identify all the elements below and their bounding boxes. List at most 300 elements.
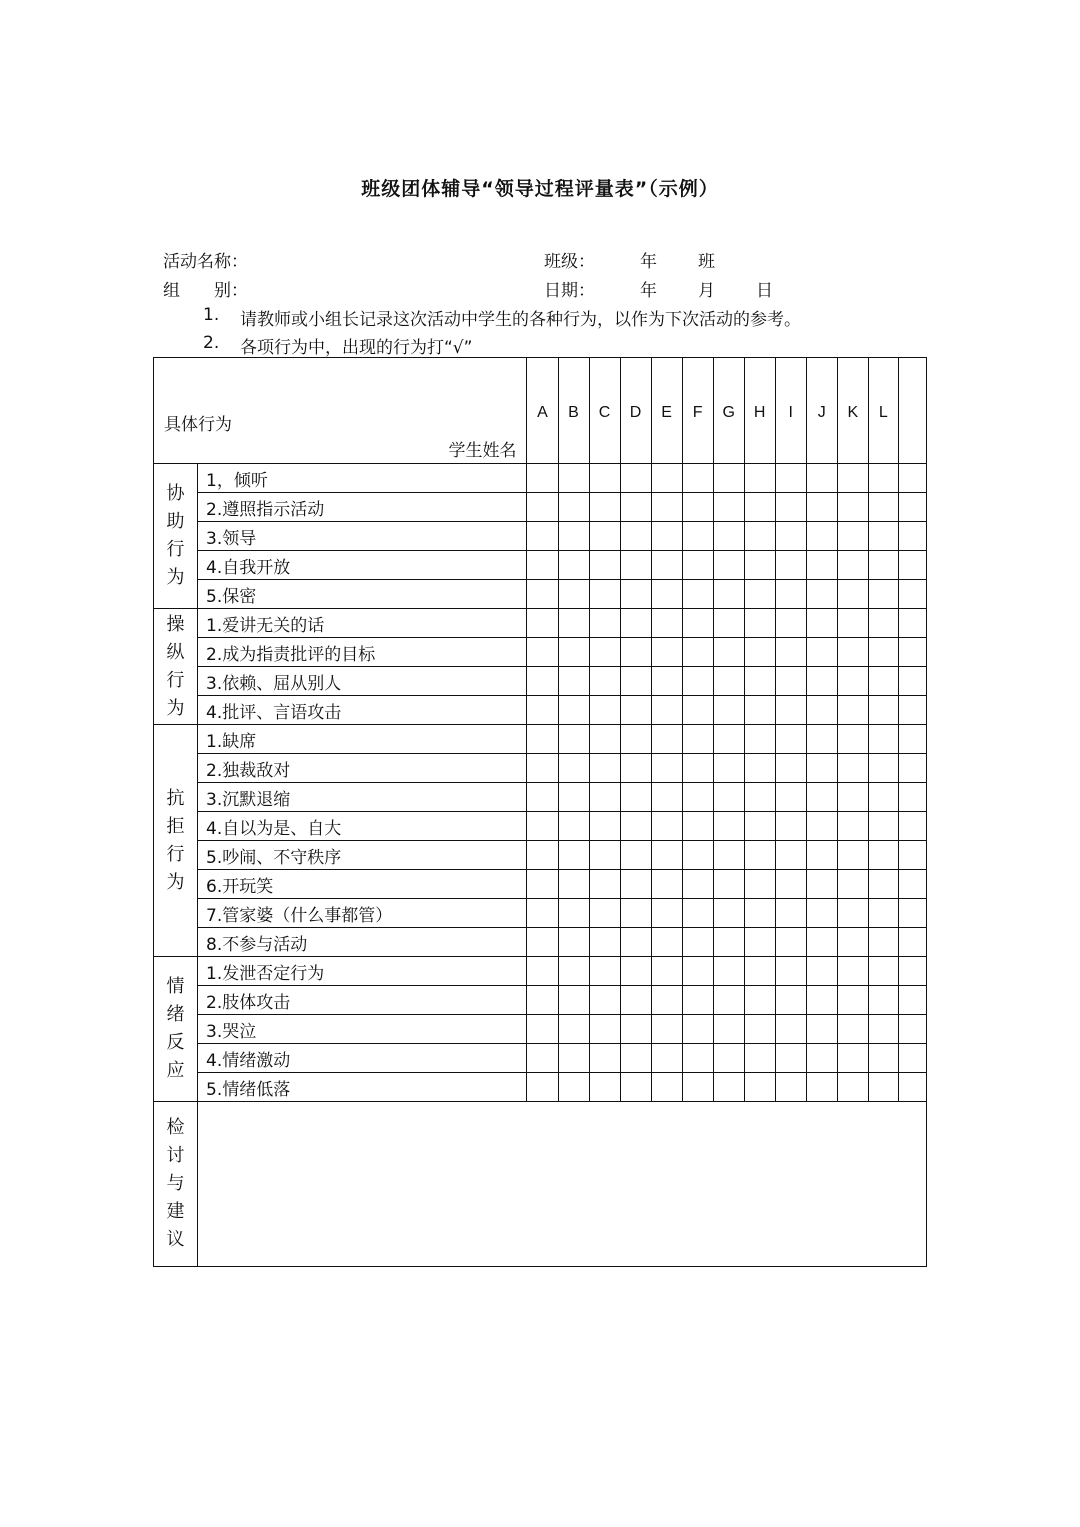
review-input-area[interactable]: [198, 1102, 927, 1267]
check-cell[interactable]: [868, 928, 898, 957]
check-cell[interactable]: [682, 1015, 713, 1044]
check-cell[interactable]: [868, 957, 898, 986]
check-cell[interactable]: [589, 928, 620, 957]
check-cell[interactable]: [620, 551, 651, 580]
check-cell[interactable]: [589, 725, 620, 754]
check-cell[interactable]: [868, 580, 898, 609]
check-cell[interactable]: [744, 754, 775, 783]
check-cell[interactable]: [806, 899, 837, 928]
check-cell[interactable]: [744, 1044, 775, 1073]
check-cell[interactable]: [589, 1015, 620, 1044]
check-cell[interactable]: [682, 870, 713, 899]
check-cell[interactable]: [527, 725, 558, 754]
check-cell[interactable]: [744, 870, 775, 899]
check-cell[interactable]: [651, 667, 682, 696]
student-column-header: L: [868, 358, 898, 464]
check-cell[interactable]: [651, 1044, 682, 1073]
check-cell[interactable]: [527, 986, 558, 1015]
check-cell[interactable]: [713, 841, 744, 870]
check-cell[interactable]: [527, 812, 558, 841]
check-cell[interactable]: [868, 493, 898, 522]
check-cell[interactable]: [651, 899, 682, 928]
check-cell[interactable]: [806, 493, 837, 522]
check-cell[interactable]: [898, 754, 926, 783]
check-cell[interactable]: [775, 580, 806, 609]
check-cell[interactable]: [837, 1015, 868, 1044]
check-cell[interactable]: [713, 754, 744, 783]
check-cell[interactable]: [806, 580, 837, 609]
check-cell[interactable]: [651, 783, 682, 812]
check-cell[interactable]: [744, 638, 775, 667]
check-cell[interactable]: [620, 580, 651, 609]
check-cell[interactable]: [682, 609, 713, 638]
check-cell[interactable]: [589, 1044, 620, 1073]
check-cell[interactable]: [775, 609, 806, 638]
check-cell[interactable]: [806, 551, 837, 580]
check-cell[interactable]: [558, 493, 589, 522]
check-cell[interactable]: [558, 551, 589, 580]
behavior-row: [154, 754, 927, 783]
check-cell[interactable]: [713, 1015, 744, 1044]
check-cell[interactable]: [620, 667, 651, 696]
check-cell[interactable]: [744, 551, 775, 580]
check-cell[interactable]: [589, 754, 620, 783]
check-cell[interactable]: [527, 551, 558, 580]
check-cell[interactable]: [558, 957, 589, 986]
check-cell[interactable]: [898, 1073, 926, 1102]
check-cell[interactable]: [898, 928, 926, 957]
behavior-row: [154, 812, 927, 841]
check-cell[interactable]: [744, 493, 775, 522]
check-cell[interactable]: [775, 986, 806, 1015]
check-cell[interactable]: [837, 841, 868, 870]
check-cell[interactable]: [589, 812, 620, 841]
check-cell[interactable]: [558, 754, 589, 783]
behavior-label: 7.管家婆（什么事都管）: [198, 899, 527, 928]
check-cell[interactable]: [713, 638, 744, 667]
check-cell[interactable]: [620, 841, 651, 870]
check-cell[interactable]: [898, 551, 926, 580]
check-cell[interactable]: [558, 841, 589, 870]
check-cell[interactable]: [558, 1015, 589, 1044]
check-cell[interactable]: [527, 899, 558, 928]
check-cell[interactable]: [775, 1044, 806, 1073]
check-cell[interactable]: [806, 841, 837, 870]
check-cell[interactable]: [589, 551, 620, 580]
check-cell[interactable]: [898, 638, 926, 667]
check-cell[interactable]: [744, 957, 775, 986]
check-cell[interactable]: [868, 522, 898, 551]
check-cell[interactable]: [651, 464, 682, 493]
check-cell[interactable]: [651, 725, 682, 754]
check-cell[interactable]: [651, 812, 682, 841]
check-cell[interactable]: [527, 609, 558, 638]
check-cell[interactable]: [806, 638, 837, 667]
check-cell[interactable]: [806, 1044, 837, 1073]
check-cell[interactable]: [682, 696, 713, 725]
check-cell[interactable]: [682, 754, 713, 783]
check-cell[interactable]: [527, 1073, 558, 1102]
check-cell[interactable]: [527, 783, 558, 812]
check-cell[interactable]: [651, 928, 682, 957]
check-cell[interactable]: [620, 1015, 651, 1044]
check-cell[interactable]: [713, 928, 744, 957]
behavior-row: [154, 667, 927, 696]
check-cell[interactable]: [837, 667, 868, 696]
check-cell[interactable]: [775, 812, 806, 841]
check-cell[interactable]: [682, 464, 713, 493]
behavior-row: [154, 899, 927, 928]
check-cell[interactable]: [806, 928, 837, 957]
check-cell[interactable]: [837, 725, 868, 754]
check-cell[interactable]: [898, 725, 926, 754]
check-cell[interactable]: [868, 812, 898, 841]
check-cell[interactable]: [744, 609, 775, 638]
check-cell[interactable]: [620, 899, 651, 928]
check-cell[interactable]: [744, 725, 775, 754]
check-cell[interactable]: [898, 899, 926, 928]
check-cell[interactable]: [558, 638, 589, 667]
check-cell[interactable]: [620, 609, 651, 638]
check-cell[interactable]: [558, 899, 589, 928]
check-cell[interactable]: [898, 986, 926, 1015]
check-cell[interactable]: [527, 928, 558, 957]
check-cell[interactable]: [744, 667, 775, 696]
student-column-header: E: [651, 358, 682, 464]
check-cell[interactable]: [558, 725, 589, 754]
check-cell[interactable]: [868, 1044, 898, 1073]
check-cell[interactable]: [620, 783, 651, 812]
check-cell[interactable]: [713, 957, 744, 986]
check-cell[interactable]: [837, 580, 868, 609]
check-cell[interactable]: [868, 841, 898, 870]
check-cell[interactable]: [837, 783, 868, 812]
check-cell[interactable]: [744, 1073, 775, 1102]
check-cell[interactable]: [682, 725, 713, 754]
check-cell[interactable]: [527, 696, 558, 725]
check-cell[interactable]: [682, 522, 713, 551]
check-cell[interactable]: [651, 696, 682, 725]
check-cell[interactable]: [775, 899, 806, 928]
check-cell[interactable]: [620, 754, 651, 783]
check-cell[interactable]: [713, 1044, 744, 1073]
check-cell[interactable]: [868, 609, 898, 638]
check-cell[interactable]: [589, 957, 620, 986]
check-cell[interactable]: [620, 812, 651, 841]
check-cell[interactable]: [682, 551, 713, 580]
check-cell[interactable]: [837, 754, 868, 783]
check-cell[interactable]: [620, 493, 651, 522]
check-cell[interactable]: [868, 1073, 898, 1102]
check-cell[interactable]: [589, 783, 620, 812]
check-cell[interactable]: [806, 522, 837, 551]
check-cell[interactable]: [713, 812, 744, 841]
check-cell[interactable]: [775, 783, 806, 812]
check-cell[interactable]: [744, 696, 775, 725]
check-cell[interactable]: [620, 522, 651, 551]
student-column-header: G: [713, 358, 744, 464]
check-cell[interactable]: [682, 812, 713, 841]
check-cell[interactable]: [868, 1015, 898, 1044]
category-text: 情绪反应: [166, 976, 185, 1081]
check-cell[interactable]: [620, 957, 651, 986]
check-cell[interactable]: [713, 522, 744, 551]
check-cell[interactable]: [775, 957, 806, 986]
check-cell[interactable]: [558, 609, 589, 638]
check-cell[interactable]: [775, 1015, 806, 1044]
check-cell[interactable]: [558, 928, 589, 957]
check-cell[interactable]: [651, 638, 682, 667]
check-cell[interactable]: [682, 928, 713, 957]
check-cell[interactable]: [898, 1044, 926, 1073]
check-cell[interactable]: [682, 841, 713, 870]
check-cell[interactable]: [620, 928, 651, 957]
check-cell[interactable]: [651, 870, 682, 899]
check-cell[interactable]: [682, 493, 713, 522]
check-cell[interactable]: [558, 870, 589, 899]
check-cell[interactable]: [868, 783, 898, 812]
check-cell[interactable]: [651, 957, 682, 986]
check-cell[interactable]: [682, 783, 713, 812]
check-cell[interactable]: [589, 986, 620, 1015]
check-cell[interactable]: [837, 812, 868, 841]
check-cell[interactable]: [837, 638, 868, 667]
check-cell[interactable]: [620, 870, 651, 899]
check-cell[interactable]: [837, 522, 868, 551]
check-cell[interactable]: [620, 464, 651, 493]
check-cell[interactable]: [837, 696, 868, 725]
check-cell[interactable]: [682, 957, 713, 986]
check-cell[interactable]: [620, 986, 651, 1015]
check-cell[interactable]: [713, 1073, 744, 1102]
check-cell[interactable]: [527, 580, 558, 609]
check-cell[interactable]: [651, 522, 682, 551]
check-cell[interactable]: [806, 783, 837, 812]
check-cell[interactable]: [898, 464, 926, 493]
check-cell[interactable]: [868, 725, 898, 754]
check-cell[interactable]: [898, 1015, 926, 1044]
check-cell[interactable]: [898, 696, 926, 725]
check-cell[interactable]: [589, 493, 620, 522]
check-cell[interactable]: [527, 1044, 558, 1073]
check-cell[interactable]: [898, 609, 926, 638]
check-cell[interactable]: [898, 841, 926, 870]
check-cell[interactable]: [713, 725, 744, 754]
check-cell[interactable]: [898, 580, 926, 609]
check-cell[interactable]: [898, 812, 926, 841]
check-cell[interactable]: [713, 899, 744, 928]
check-cell[interactable]: [898, 870, 926, 899]
check-cell[interactable]: [744, 1015, 775, 1044]
check-cell[interactable]: [651, 841, 682, 870]
check-cell[interactable]: [651, 609, 682, 638]
check-cell[interactable]: [868, 754, 898, 783]
check-cell[interactable]: [744, 899, 775, 928]
check-cell[interactable]: [806, 609, 837, 638]
check-cell[interactable]: [713, 696, 744, 725]
check-cell[interactable]: [558, 986, 589, 1015]
check-cell[interactable]: [589, 522, 620, 551]
check-cell[interactable]: [775, 841, 806, 870]
check-cell[interactable]: [527, 667, 558, 696]
check-cell[interactable]: [527, 464, 558, 493]
check-cell[interactable]: [558, 522, 589, 551]
check-cell[interactable]: [713, 609, 744, 638]
check-cell[interactable]: [682, 580, 713, 609]
check-cell[interactable]: [558, 1073, 589, 1102]
check-cell[interactable]: [898, 783, 926, 812]
check-cell[interactable]: [527, 1015, 558, 1044]
check-cell[interactable]: [744, 812, 775, 841]
check-cell[interactable]: [527, 638, 558, 667]
check-cell[interactable]: [713, 667, 744, 696]
check-cell[interactable]: [527, 754, 558, 783]
check-cell[interactable]: [806, 667, 837, 696]
check-cell[interactable]: [651, 551, 682, 580]
check-cell[interactable]: [868, 696, 898, 725]
check-cell[interactable]: [589, 1073, 620, 1102]
check-cell[interactable]: [806, 957, 837, 986]
check-cell[interactable]: [713, 493, 744, 522]
check-cell[interactable]: [837, 870, 868, 899]
check-cell[interactable]: [775, 1073, 806, 1102]
check-cell[interactable]: [837, 609, 868, 638]
check-cell[interactable]: [837, 464, 868, 493]
check-cell[interactable]: [682, 899, 713, 928]
check-cell[interactable]: [868, 551, 898, 580]
check-cell[interactable]: [868, 667, 898, 696]
check-cell[interactable]: [651, 580, 682, 609]
check-cell[interactable]: [898, 522, 926, 551]
check-cell[interactable]: [806, 1073, 837, 1102]
check-cell[interactable]: [775, 928, 806, 957]
check-cell[interactable]: [837, 493, 868, 522]
check-cell[interactable]: [775, 696, 806, 725]
check-cell[interactable]: [589, 841, 620, 870]
check-cell[interactable]: [744, 783, 775, 812]
check-cell[interactable]: [806, 696, 837, 725]
check-cell[interactable]: [775, 638, 806, 667]
check-cell[interactable]: [558, 783, 589, 812]
check-cell[interactable]: [744, 986, 775, 1015]
check-cell[interactable]: [775, 870, 806, 899]
check-cell[interactable]: [775, 464, 806, 493]
check-cell[interactable]: [620, 1044, 651, 1073]
check-cell[interactable]: [744, 464, 775, 493]
month-label: 月: [698, 281, 715, 301]
check-cell[interactable]: [651, 1073, 682, 1102]
check-cell[interactable]: [806, 986, 837, 1015]
check-cell[interactable]: [589, 464, 620, 493]
check-cell[interactable]: [651, 493, 682, 522]
check-cell[interactable]: [806, 1015, 837, 1044]
check-cell[interactable]: [527, 522, 558, 551]
check-cell[interactable]: [775, 551, 806, 580]
check-cell[interactable]: [713, 551, 744, 580]
check-cell[interactable]: [744, 928, 775, 957]
check-cell[interactable]: [837, 986, 868, 1015]
check-cell[interactable]: [868, 870, 898, 899]
check-cell[interactable]: [744, 580, 775, 609]
check-cell[interactable]: [589, 609, 620, 638]
student-column-header: B: [558, 358, 589, 464]
check-cell[interactable]: [868, 638, 898, 667]
check-cell[interactable]: [713, 580, 744, 609]
check-cell[interactable]: [527, 870, 558, 899]
check-cell[interactable]: [744, 522, 775, 551]
check-cell[interactable]: [868, 464, 898, 493]
check-cell[interactable]: [682, 638, 713, 667]
check-cell[interactable]: [589, 580, 620, 609]
check-cell[interactable]: [775, 667, 806, 696]
check-cell[interactable]: [744, 841, 775, 870]
check-cell[interactable]: [589, 667, 620, 696]
check-cell[interactable]: [620, 725, 651, 754]
check-cell[interactable]: [651, 1015, 682, 1044]
check-cell[interactable]: [682, 1073, 713, 1102]
check-cell[interactable]: [837, 551, 868, 580]
check-cell[interactable]: [620, 1073, 651, 1102]
check-cell[interactable]: [868, 986, 898, 1015]
check-cell[interactable]: [589, 870, 620, 899]
check-cell[interactable]: [775, 754, 806, 783]
check-cell[interactable]: [527, 841, 558, 870]
check-cell[interactable]: [898, 667, 926, 696]
check-cell[interactable]: [527, 957, 558, 986]
check-cell[interactable]: [806, 754, 837, 783]
check-cell[interactable]: [806, 725, 837, 754]
check-cell[interactable]: [837, 928, 868, 957]
check-cell[interactable]: [527, 493, 558, 522]
check-cell[interactable]: [837, 1073, 868, 1102]
check-cell[interactable]: [837, 1044, 868, 1073]
check-cell[interactable]: [713, 464, 744, 493]
check-cell[interactable]: [713, 870, 744, 899]
check-cell[interactable]: [806, 812, 837, 841]
check-cell[interactable]: [620, 696, 651, 725]
check-cell[interactable]: [806, 870, 837, 899]
check-cell[interactable]: [775, 522, 806, 551]
check-cell[interactable]: [682, 667, 713, 696]
check-cell[interactable]: [589, 638, 620, 667]
check-cell[interactable]: [558, 667, 589, 696]
check-cell[interactable]: [837, 957, 868, 986]
check-cell[interactable]: [589, 696, 620, 725]
check-cell[interactable]: [558, 464, 589, 493]
check-cell[interactable]: [868, 899, 898, 928]
check-cell[interactable]: [713, 783, 744, 812]
check-cell[interactable]: [775, 725, 806, 754]
check-cell[interactable]: [558, 812, 589, 841]
check-cell[interactable]: [558, 696, 589, 725]
check-cell[interactable]: [682, 986, 713, 1015]
note-1-text: 请教师或小组长记录这次活动中学生的各种行为，以作为下次活动的参考。: [240, 310, 801, 330]
check-cell[interactable]: [558, 580, 589, 609]
behavior-label: 3.哭泣: [198, 1015, 527, 1044]
check-cell[interactable]: [837, 899, 868, 928]
check-cell[interactable]: [898, 957, 926, 986]
check-cell[interactable]: [558, 1044, 589, 1073]
check-cell[interactable]: [682, 1044, 713, 1073]
check-cell[interactable]: [651, 754, 682, 783]
check-cell[interactable]: [898, 493, 926, 522]
check-cell[interactable]: [620, 638, 651, 667]
check-cell[interactable]: [713, 986, 744, 1015]
check-cell[interactable]: [589, 899, 620, 928]
check-cell[interactable]: [651, 986, 682, 1015]
check-cell[interactable]: [806, 464, 837, 493]
check-cell[interactable]: [775, 493, 806, 522]
